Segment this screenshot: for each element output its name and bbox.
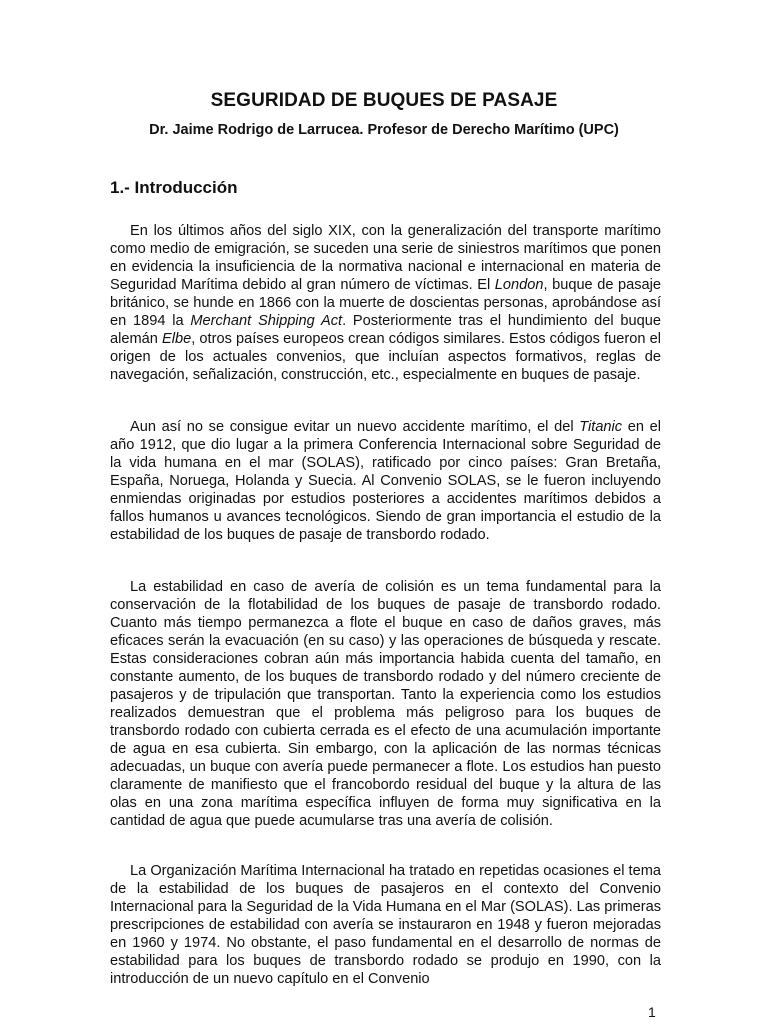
paragraph-1 (110, 222, 661, 384)
paragraph-2 (110, 418, 661, 544)
paragraph-3-text: La estabilidad en caso de avería de colisión es un tema fundamental para la conservación de la flotabilidad de los buques de pasaje de transbordo rodado. Cuanto más tiempo permanezca a flote el buque en caso de daños graves, más eficaces serán la evacuación (en su caso) y las operaciones de búsqueda y rescate. Estas consideraciones cobran aún más importancia habida cuenta del tamaño, en constante aumento, de los buques de transbordo rodado y del número creciente de pasajeros y de tripulación que transportan. Tanto la experiencia como los estudios realizados demuestran que el problema más peligroso para los buques de transbordo rodado con cubierta cerrada es el efecto de una acumulación importante de agua en esa cubierta. Sin embargo, con la aplicación de las normas técnicas adecuadas, un buque con avería puede permanecer a flote. Los estudios han puesto claramente de manifiesto que el francobordo residual del buque y la altura de las olas en una zona marítima específica influyen de forma muy significativa en la cantidad de agua que puede acumularse tras una avería de colisión. (110, 579, 661, 829)
author-line: Dr. Jaime Rodrigo de Larrucea. Profesor de Derecho Marítimo (UPC) (149, 122, 619, 138)
section-heading: 1.- Introducción (110, 178, 238, 197)
page-number: 1 (648, 1004, 656, 1020)
paragraph-3 (110, 578, 661, 830)
paragraph-4-text: La Organización Marítima Internacional ha tratado en repetidas ocasiones el tema de la estabilidad de los buques de pasajeros en el contexto del Convenio Internacional para la Seguridad de la Vida Humana en el Mar (SOLAS). Las primeras prescripciones de estabilidad con avería se instauraron en 1948 y fueron mejoradas en 1960 y 1974. No obstante, el paso fundamental en el desarrollo de normas de estabilidad para los buques de transbordo rodado se produjo en 1990, con la introducción de un nuevo capítulo en el Convenio (110, 863, 661, 987)
paragraph-1-italic-elbe: Elbe (162, 331, 192, 347)
paragraph-1-text-b: , buque de pasaje británico, se hunde en 1866 con la muerte de doscientas personas, aprobándose así en 1894 la (110, 277, 661, 329)
paragraph-2-italic-titanic: Titanic (579, 419, 623, 435)
paragraph-1-italic-merchant-shipping-act: Merchant Shipping Act (190, 313, 343, 329)
document-title: SEGURIDAD DE BUQUES DE PASAJE (210, 90, 558, 111)
paragraph-1-text-a: En los últimos años del siglo XIX, con la generalización del transporte marítimo como medio de emigración, se suceden una serie de siniestros marítimos que ponen en evidencia la insuficiencia de la normativa nacional e internacional en materia de Seguridad Marítima debido al gran número de víctimas. El (110, 223, 661, 293)
paragraph-4 (110, 862, 661, 988)
paragraph-1-text-d: , otros países europeos crean códigos similares. Estos códigos fueron el origen de los actuales convenios, que incluían aspectos formativos, reglas de navegación, señalización, construcción, etc., especialmente en buques de pasaje. (110, 331, 661, 383)
paragraph-1-italic-london: London (494, 277, 544, 293)
paragraph-2-text-a: Aun así no se consigue evitar un nuevo accidente marítimo, el del (130, 419, 580, 435)
paragraph-2-text-b: en el año 1912, que dio lugar a la primera Conferencia Internacional sobre Seguridad de la vida humana en el mar (SOLAS), ratificado por cinco países: Gran Bretaña, España, Noruega, Holanda y Suecia. Al Convenio SOLAS, se le fueron incluyendo enmiendas originadas por estudios posteriores a accidentes marítimos debidos a fallos humanos u avances tecnológicos. Siendo de gran importancia el estudio de la estabilidad de los buques de pasaje de transbordo rodado. (110, 419, 662, 543)
paragraph-1-text-c: . Posteriormente tras el hundimiento del buque alemán (110, 313, 661, 347)
